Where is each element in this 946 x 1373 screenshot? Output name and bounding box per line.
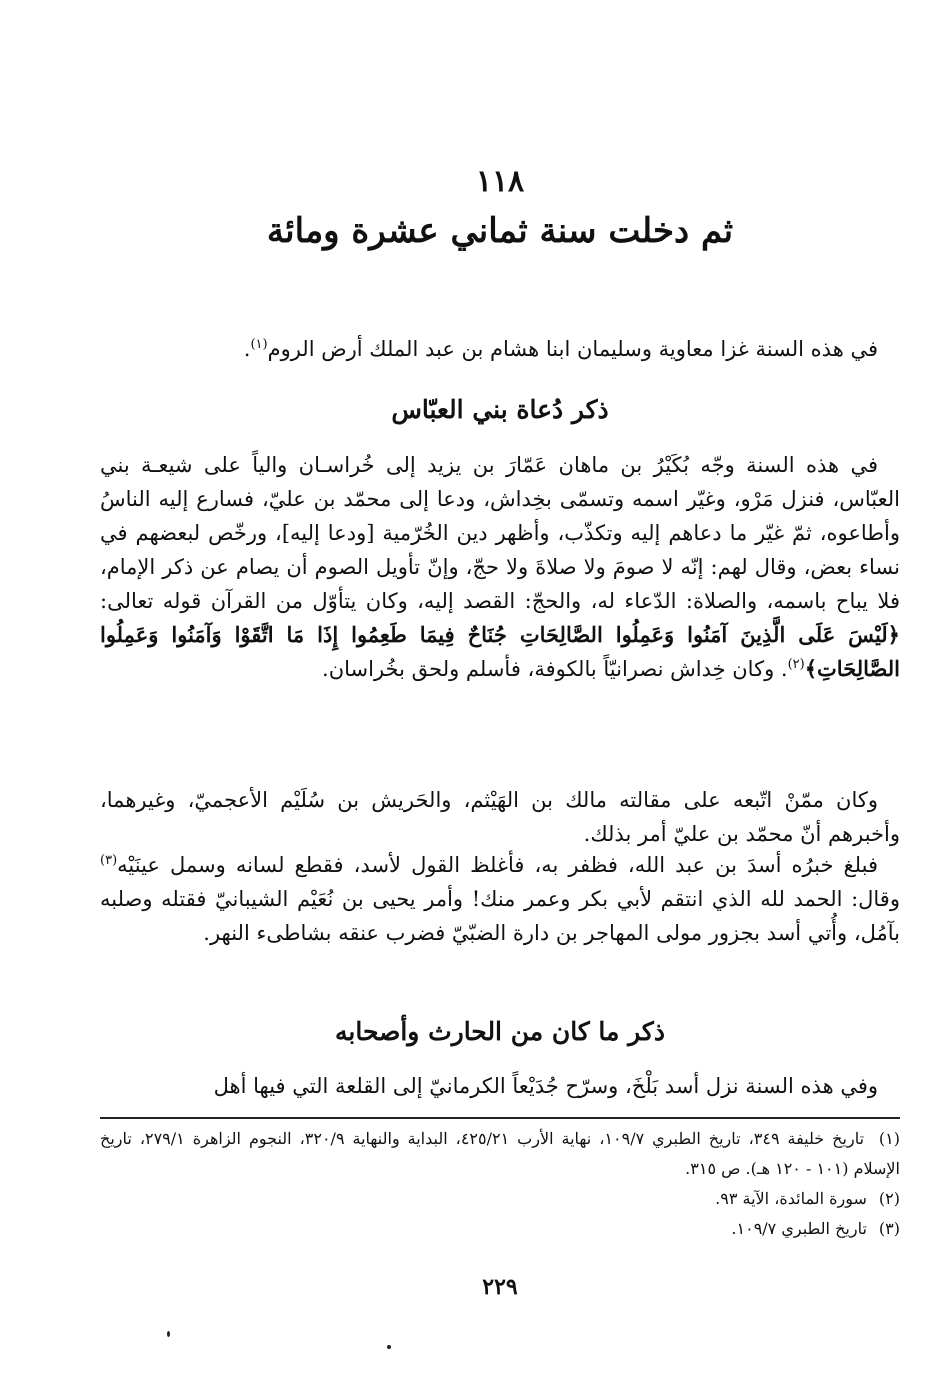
section-heading-dawa: ذكر دُعاة بني العبّاس <box>391 395 609 424</box>
section-heading-harith: ذكر ما كان من الحارث وأصحابه <box>335 1017 665 1046</box>
footnote-2 <box>100 1184 900 1214</box>
page-number: ٢٢٩ <box>482 1274 518 1300</box>
intro-text: في هذه السنة غزا معاوية وسليمان ابنا هشام بن عبد الملك أرض الروم <box>267 337 878 361</box>
year-number: ١١٨ <box>475 164 525 199</box>
intro-end: . <box>243 337 251 361</box>
book-page <box>100 0 900 1373</box>
quran-verse: ﴿لَيْسَ عَلَى الَّذِينَ آمَنُوا وَعَمِلُوا الصَّالِحَاتِ جُنَاحٌ فِيمَا طَعِمُوا إِذَا مَا اتَّقَوْا وَآمَنُوا وَعَمِلُوا الصَّالِحَاتِ﴾ <box>100 622 900 681</box>
intro-paragraph <box>100 332 900 366</box>
footnote-number: (٣) <box>878 1219 900 1238</box>
footnote-ref-2: (٢) <box>787 657 805 672</box>
footnote-ref-3: (٣) <box>100 853 118 868</box>
footnote-divider <box>100 1117 900 1119</box>
footnote-3 <box>100 1214 900 1244</box>
footnote-ref-1: (١) <box>250 337 268 352</box>
footnote-text: تاريخ الطبري ١٠٩/٧. <box>731 1219 867 1238</box>
chapter-title: ثم دخلت سنة ثماني عشرة ومائة <box>266 211 734 251</box>
scan-speck <box>167 1331 170 1337</box>
harith-paragraph: وفي هذه السنة نزل أسد بَلْخَ، وسرّح جُدَيْعاً الكرمانيّ إلى القلعة التي فيها أهل <box>213 1074 878 1098</box>
asad-paragraph <box>100 848 900 950</box>
footnote-1 <box>100 1124 900 1184</box>
footnote-text: سورة المائدة، الآية ٩٣. <box>715 1189 867 1208</box>
footnote-number: (٢) <box>878 1189 900 1208</box>
dawa-text-2: . وكان خِداش نصرانيّاً بالكوفة، فأسلم ولحق بخُراسان. <box>322 657 788 681</box>
dawa-paragraph <box>100 448 900 686</box>
dawa-text-1: في هذه السنة وجّه بُكَيْرُ بن ماهان عَمّارَ بن يزيد إلى خُراسـان والياً على شيعـة بني العبّاس، فنزل مَرْو، وغيّر اسمه وتسمّى بخِداش، ودعا إلى محمّد بن عليّ، فسارع إليه الناسُ وأطاعوه، ثمّ غيّر ما دعاهم إليه وتكذّب، وأظهر دين الخُرّمية [ودعا إليه]، ورخّص لبعضهم في نساء بعض، وقال لهم: إنّه لا صومَ ولا صلاةَ ولا حجّ، وإنّ تأويل الصوم أن يصام عن ذكر الإمام، فلا يباح باسمه، والصلاة: الدّعاء له، والحجّ: القصد إليه، وكان يتأوّل من القرآن قوله تعالى: <box>100 453 900 613</box>
scan-speck <box>387 1345 391 1349</box>
footnote-text: تاريخ خليفة ٣٤٩، تاريخ الطبري ١٠٩/٧، نهاية الأرب ٤٢٥/٢١، البداية والنهاية ٣٢٠/٩، النجوم الزاهرة ٢٧٩/١، تاريخ الإسلام (١٠١ - ١٢٠ هـ). ص ٣١٥. <box>100 1129 900 1178</box>
footnotes <box>100 1124 900 1244</box>
asad-text-1: فبلغ خبرُه أسدَ بن عبد الله، فظفر به، فأغلظ القول لأسد، فقطع لسانه وسمل عينَيْه <box>117 853 878 877</box>
asad-text-2: وقال: الحمد لله الذي انتقم لأبي بكر وعمر منك! وأمر يحيى بن نُعَيْم الشيبانيّ فقتله وصلبه بآمُل، وأُتي أسد بجزور مولى المهاجر بن دارة الضبّيّ فضرب عنقه بشاطىء النهر. <box>100 887 900 945</box>
footnote-number: (١) <box>878 1129 901 1148</box>
followers-paragraph: وكان ممّنْ اتّبعه على مقالته مالك بن الهَيْثم، والحَريش بن سُلَيْم الأعجميّ، وغيرهما، وأخبرهم أنّ محمّد بن عليّ أمر بذلك. <box>100 788 900 846</box>
